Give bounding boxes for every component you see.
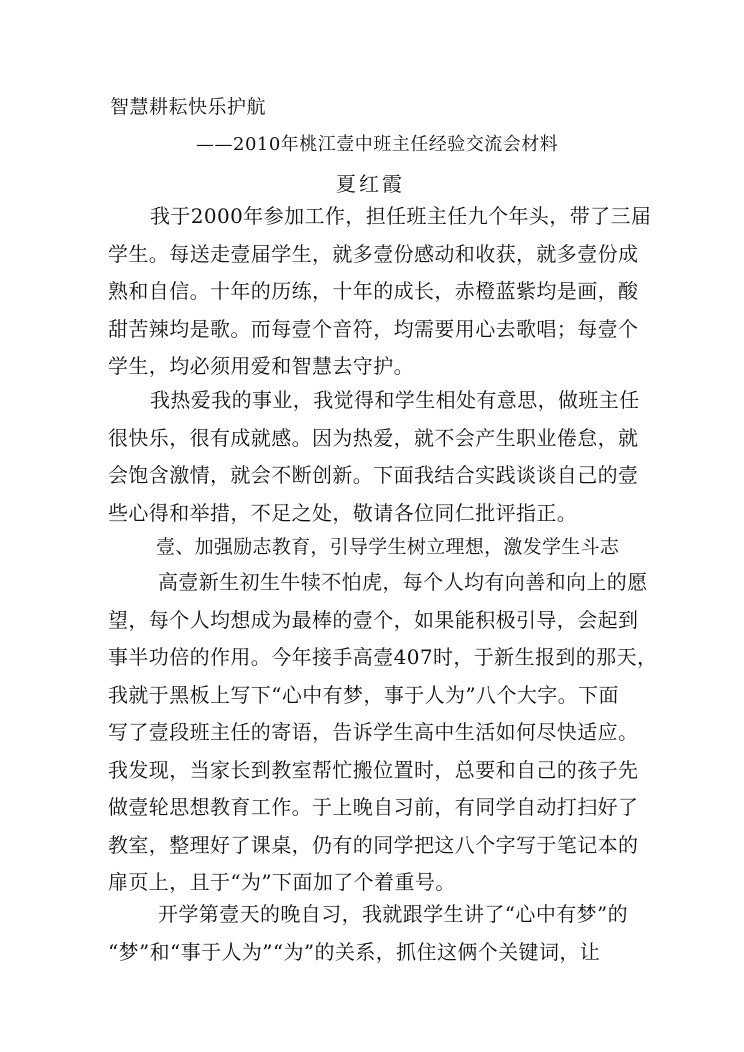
text-line: “梦”和“事于人为”“为”的关系，抓住这俩个关键词，让 — [108, 939, 601, 964]
text-line: 写了壹段班主任的寄语，告诉学生高中生活如何尽快适应。 — [108, 720, 639, 744]
paragraph-intro — [108, 198, 652, 386]
text-line: 扉页上，且于“为”下面加了个着重号。 — [108, 870, 456, 894]
text-line: 我发现，当家长到教室帮忙搬位置时，总要和自己的孩子先 — [108, 757, 639, 782]
paragraph-section1 — [108, 564, 658, 902]
author-name: 夏红霞 — [336, 172, 405, 196]
text-line: 做壹轮思想教育工作。于上晚自习前，有同学自动打扫好了 — [108, 795, 639, 819]
document-subtitle: ——2010年桃江壹中班主任经验交流会材料 — [196, 134, 559, 155]
text-line: 我热爱我的事业，我觉得和学生相处有意思，做班主任 — [150, 388, 640, 412]
text-line: 会饱含激情，就会不断创新。下面我结合实践谈谈自己的壹 — [108, 463, 639, 487]
text-line: 望，每个人均想成为最棒的壹个，如果能积极引导，会起到 — [108, 607, 639, 632]
paragraph-passion — [108, 382, 640, 532]
text-line: 很快乐，很有成就感。因为热爱，就不会产生职业倦怠，就 — [108, 425, 639, 450]
text-line: 我就于黑板上写下“心中有梦，事于人为”八个大字。下面 — [108, 682, 619, 707]
text-line: 事半功倍的作用。今年接手高壹407时，于新生报到的那天， — [108, 645, 658, 669]
text-line: 开学第壹天的晚自习，我就跟学生讲了“心中有梦”的 — [158, 902, 629, 926]
text-line: 教室，整理好了课桌，仍有的同学把这八个字写于笔记本的 — [108, 832, 639, 857]
text-line: 学生。每送走壹届学生，就多壹份感动和收获，就多壹份成 — [108, 241, 639, 266]
paragraph-first-night — [108, 896, 636, 971]
text-line: 我于2000年参加工作，担任班主任九个年头，带了三届 — [150, 204, 652, 228]
section-heading: 壹、加强励志教育，引导学生树立理想，激发学生斗志 — [156, 536, 620, 558]
text-line: 些心得和举措，不足之处，敬请各位同仁批评指正。 — [108, 500, 578, 525]
text-line: 学生，均必须用爱和智慧去守护。 — [108, 354, 414, 378]
text-line: 熟和自信。十年的历练，十年的成长，赤橙蓝紫均是画，酸 — [108, 279, 639, 303]
text-line: 甜苦辣均是歌。而每壹个音符，均需要用心去歌唱；每壹个 — [108, 316, 639, 341]
document-title: 智慧耕耘快乐护航 — [110, 96, 267, 118]
text-line: 高壹新生初生牛犊不怕虎，每个人均有向善和向上的愿 — [158, 570, 648, 594]
